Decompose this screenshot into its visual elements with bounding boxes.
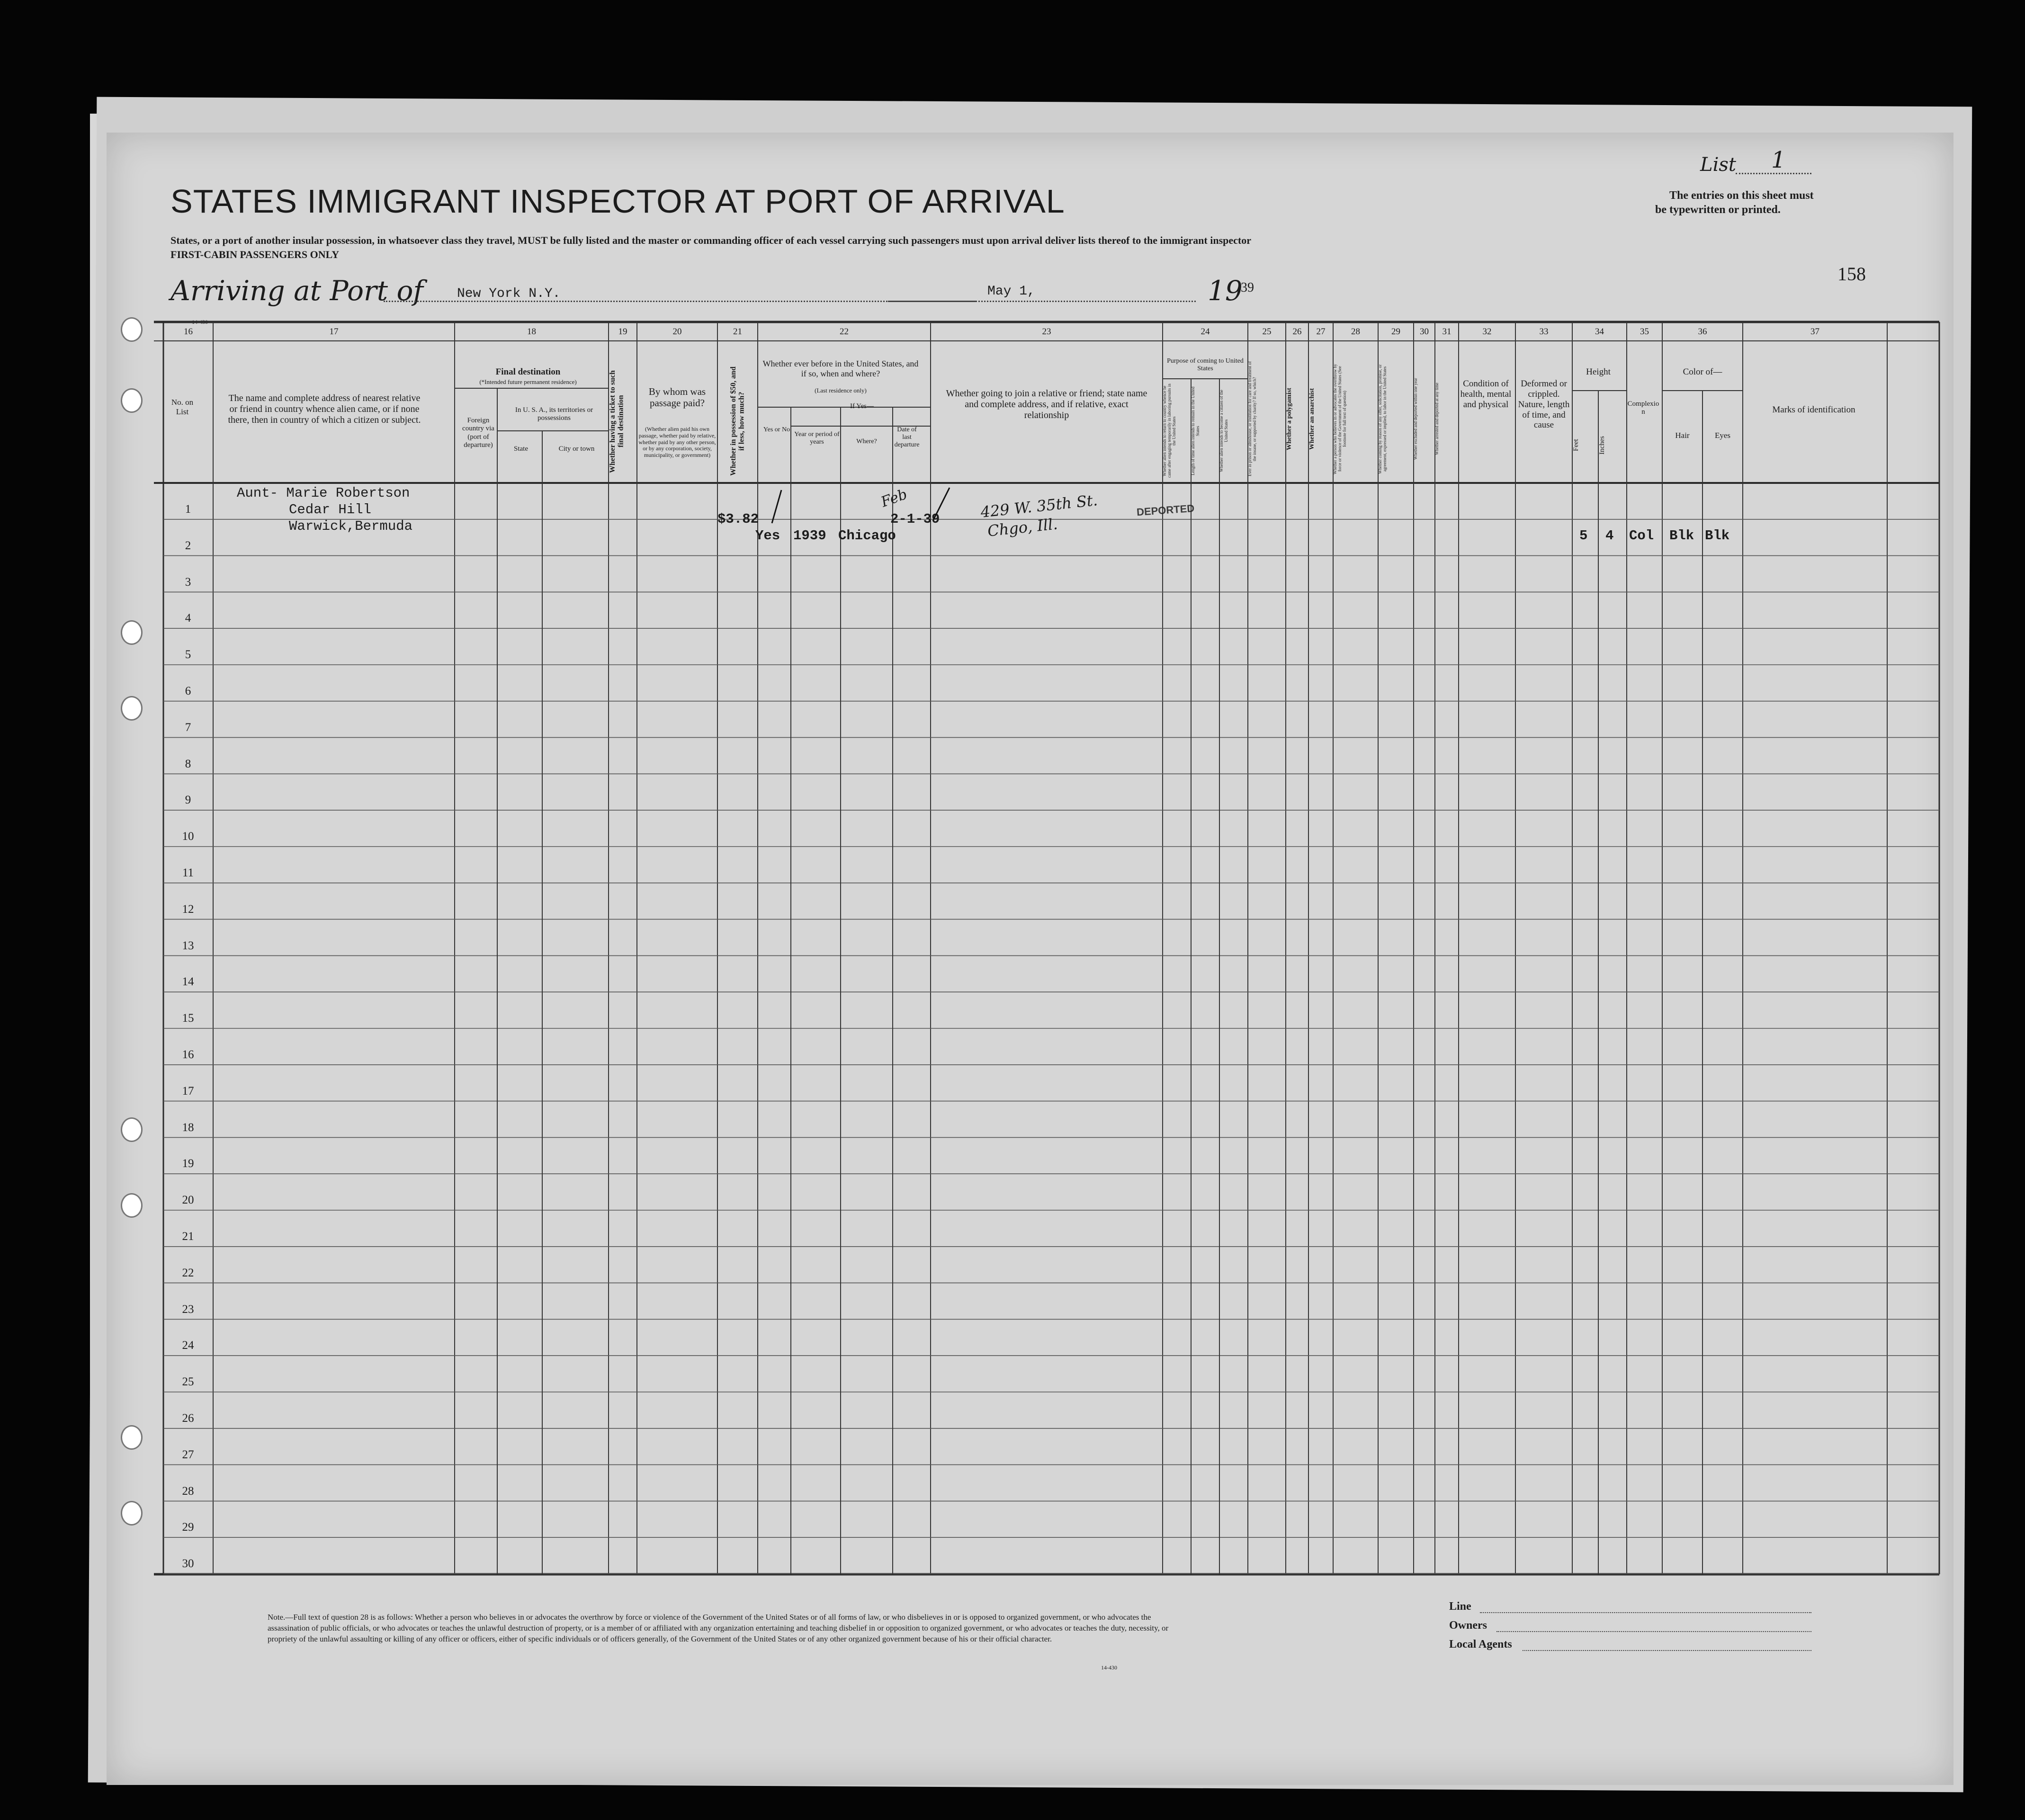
header-col31: Whether arrested and deported at any time — [1434, 383, 1439, 455]
complexion: Col — [1629, 528, 1654, 544]
header-col34-title: Height — [1586, 367, 1611, 377]
list-value: 1 — [1771, 147, 1786, 173]
row-number: 21 — [182, 1230, 194, 1243]
row-number: 17 — [182, 1084, 194, 1097]
height-inches: 4 — [1605, 528, 1614, 544]
relative-line-2: Cedar Hill — [289, 502, 372, 517]
column-number: 35 — [1640, 327, 1649, 337]
header-col23: Whether going to join a relative or friend; state name and complete address, and if relative, exact relationship — [946, 388, 1147, 420]
row-number: 11 — [182, 866, 194, 879]
header-col29: Whether coming by reason of any offer, solicitation, promise, or agreement, expressed or implied, to labor in the United States — [1378, 364, 1387, 474]
handwritten-check-marks — [762, 485, 961, 528]
column-number: 18 — [527, 327, 536, 337]
form-number-top: 14-430 — [192, 319, 208, 325]
column-number: 23 — [1042, 327, 1051, 337]
row-number: 26 — [182, 1412, 194, 1425]
row-number: 10 — [182, 830, 194, 843]
header-col21: Whether in possession of $50, and if less, how much? — [729, 366, 746, 476]
row-number: 25 — [182, 1375, 194, 1389]
line-label: Line — [1449, 1600, 1471, 1613]
column-number: 19 — [618, 327, 627, 337]
header-col22-year: Year or period of years — [794, 431, 840, 446]
header-col22-title: Whether ever before in the United States, and if so, when and where? — [762, 359, 919, 378]
last-departure-date: 2-1-39 — [890, 511, 940, 527]
header-no-on-list: No. on List — [171, 398, 194, 416]
header-col36-eyes: Eyes — [1714, 431, 1731, 440]
row-number: 23 — [182, 1303, 194, 1316]
header-col27: Whether an anarchist — [1308, 388, 1316, 450]
row-number: 8 — [185, 757, 191, 770]
column-number: 17 — [329, 327, 339, 337]
manifest-grid — [107, 133, 1953, 1785]
row-number: 28 — [182, 1484, 194, 1498]
port-name: New York N.Y. — [457, 286, 561, 301]
relative-line-1: Aunt- Marie Robertson — [237, 485, 410, 501]
class-line: FIRST-CABIN PASSENGERS ONLY — [170, 249, 340, 260]
column-number: 20 — [672, 327, 682, 337]
row-number: 12 — [182, 902, 194, 916]
row-number: 2 — [185, 539, 191, 552]
form-number-footer: 14-430 — [1101, 1664, 1117, 1671]
header-col34-inches: Inches — [1598, 436, 1606, 455]
year-prefix: 19 — [1208, 275, 1243, 307]
owners-field — [1496, 1631, 1811, 1632]
column-number: 21 — [733, 327, 742, 337]
handwritten-address-2: Chgo, Ill. — [986, 515, 1059, 540]
row-number: 27 — [182, 1448, 194, 1461]
column-number: 36 — [1698, 327, 1707, 337]
row-number: 16 — [182, 1048, 194, 1061]
header-col18-sub: (*Intended future permanent residence) — [479, 378, 577, 385]
line-field — [1480, 1612, 1811, 1613]
column-number: 34 — [1595, 327, 1604, 337]
row-number: 29 — [182, 1521, 194, 1534]
header-col32: Condition of health, mental and physical — [1460, 379, 1512, 410]
row-number: 14 — [182, 975, 194, 989]
header-col17: The name and complete address of nearest relative or friend in country whence alien came, or if none there, then in country of which a citizen or subject. — [228, 393, 421, 425]
relative-line-3: Warwick,Bermuda — [289, 518, 413, 534]
form-subtitle: States, or a port of another insular possession, in whatsoever class they travel, MUST be fully listed and the master or commanding officer of each vessel carrying such passengers must upon arrival deliver lists thereof to the immigrant inspector — [170, 234, 1251, 246]
header-col36-title: Color of— — [1683, 367, 1722, 377]
header-col36-hair: Hair — [1675, 431, 1690, 440]
row-number: 1 — [185, 503, 191, 516]
header-col22-date: Date of last departure — [894, 426, 920, 449]
header-col20-note: (Whether alien paid his own passage, whether paid by relative, whether paid by any other person, or by any corporation, society, municipality, or government) — [638, 426, 716, 459]
row-number: 6 — [185, 685, 191, 697]
header-col26: Whether a polygamist — [1286, 388, 1293, 450]
row-number: 7 — [185, 721, 191, 734]
hair-color: Blk — [1669, 528, 1694, 544]
header-col20: By whom was passage paid? — [648, 386, 706, 409]
column-number: 25 — [1262, 327, 1272, 337]
header-col18-foreign: Foreign country via (port of departure) — [462, 417, 494, 449]
column-number: 24 — [1201, 327, 1210, 337]
row-number: 30 — [182, 1557, 194, 1570]
money-amount: $3.82 — [717, 511, 759, 527]
deported-stamp: DEPORTED — [1136, 502, 1195, 518]
owners-label: Owners — [1449, 1619, 1487, 1632]
local-agents-field — [1523, 1650, 1811, 1651]
header-col34-feet: Feet — [1572, 439, 1580, 451]
header-col24-c: Whether alien intends to become a citizen of the United States — [1219, 390, 1228, 472]
row-number: 20 — [182, 1194, 194, 1207]
manifest-page — [107, 133, 1953, 1785]
column-number: 30 — [1420, 327, 1429, 337]
header-col22-yesno: Yes or No — [763, 426, 790, 433]
eye-color: Blk — [1705, 528, 1730, 544]
row-number: 3 — [185, 575, 191, 589]
header-col24-b: Length of time alien intends to remain in the United States — [1191, 386, 1200, 475]
before-year: 1939 — [793, 528, 826, 544]
header-col24-a: Whether alien intends to return to country whence he came after engaging temporarily in laboring pursuits in the United States — [1162, 384, 1176, 478]
header-col18-state: State — [514, 445, 528, 453]
row-number: 18 — [182, 1121, 194, 1134]
instruction-note-2: be typewritten or printed. — [1655, 204, 1781, 216]
header-col33: Deformed or crippled. Nature, length of time, and cause — [1518, 379, 1570, 430]
column-number: 16 — [184, 327, 193, 337]
arriving-label: Arriving at Port of — [170, 275, 423, 307]
row-number: 13 — [182, 939, 194, 952]
column-number: 33 — [1539, 327, 1549, 337]
row-number: 24 — [182, 1339, 194, 1352]
year-suffix: 39 — [1241, 280, 1254, 295]
header-col22-ifyes: If Yes— — [850, 402, 874, 410]
header-col35: Complexion — [1627, 400, 1659, 416]
page-number: 158 — [1837, 263, 1866, 285]
before-yes-no: Yes — [755, 528, 780, 544]
header-col18-city: City or town — [558, 445, 595, 453]
header-col37: Marks of identification — [1772, 405, 1855, 415]
column-number: 37 — [1810, 327, 1819, 337]
header-col22-sub: (Last residence only) — [815, 387, 867, 394]
local-agents-label: Local Agents — [1449, 1638, 1512, 1650]
row-number: 9 — [185, 794, 191, 807]
instruction-note-1: The entries on this sheet must — [1669, 189, 1814, 202]
header-col19: Whether having a ticket to such final destination — [609, 370, 625, 473]
list-label: List — [1700, 154, 1736, 176]
row-number: 5 — [185, 648, 191, 661]
header-col30: Whether excluded and deported within one year — [1413, 378, 1418, 460]
form-title: STATES IMMIGRANT INSPECTOR AT PORT OF ARRIVAL — [170, 183, 1065, 220]
column-number: 32 — [1482, 327, 1492, 337]
footnote-question-28: Note.—Full text of question 28 is as follows: Whether a person who believes in or advocates the overthrow by force or violence of the Government of the United States or of all forms of law, or who disbelieves in or is opposed to organized government, or who advocates the assassination of public officials, or who advocates or teaches the unlawful destruction of property, or is a member of or affiliated with any organization entertaining and teaching disbelief in or opposition to organized government, or who advocates or teaches the duty, necessity, or propriety of the unlawful assaulting or killing of any officer or officers, either of specific individuals or of officers generally, of the Government of the United States or of any other organized government because of his or their official character. — [268, 1613, 1169, 1643]
row-number: 15 — [182, 1012, 194, 1025]
column-number: 22 — [840, 327, 849, 337]
header-col24-title: Purpose of coming to United States — [1167, 357, 1244, 373]
header-col22-where: Where? — [856, 438, 877, 445]
height-feet: 5 — [1579, 528, 1588, 544]
row-number: 4 — [185, 612, 191, 625]
header-col18-title: Final destination — [495, 367, 561, 377]
header-col25: Ever in prison or almshouse, or institution for care and treatment of the insane, or supported by charity? If so, which? — [1247, 361, 1257, 477]
handwritten-month: Feb — [878, 486, 910, 511]
header-col28: Whether a person who believes in or advocates the overthrow by force or violence of the Government of the United States (See footnote for full text of question) — [1333, 364, 1347, 474]
column-number: 28 — [1351, 327, 1360, 337]
column-number: 31 — [1442, 327, 1452, 337]
arrival-date: May 1, — [987, 284, 1035, 299]
before-where: Chicago — [838, 528, 896, 544]
header-col18-usa: In U. S. A., its territories or possessions — [515, 406, 593, 422]
column-number: 29 — [1391, 327, 1400, 337]
row-number: 22 — [182, 1266, 194, 1279]
row-number: 19 — [182, 1157, 194, 1170]
column-number: 26 — [1292, 327, 1302, 337]
handwritten-address-1: 429 W. 35th St. — [979, 491, 1099, 521]
column-number: 27 — [1316, 327, 1326, 337]
